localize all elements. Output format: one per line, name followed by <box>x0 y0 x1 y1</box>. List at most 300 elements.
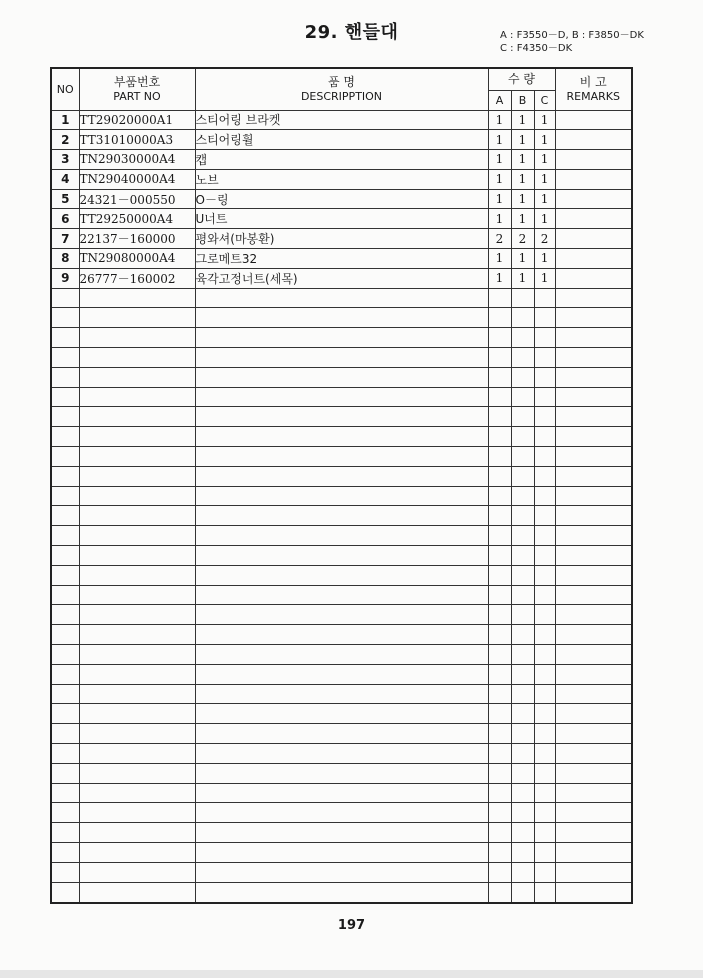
cell-description <box>195 704 488 724</box>
cell-qty-c <box>534 367 555 387</box>
cell-qty-c <box>534 328 555 348</box>
header-part-kor: 부품번호 <box>113 74 161 89</box>
cell-qty-a: 1 <box>488 249 511 269</box>
cell-qty-a <box>488 407 511 427</box>
cell-description <box>195 486 488 506</box>
table-row-empty <box>51 526 632 546</box>
cell-remarks <box>555 486 632 506</box>
table-row-empty <box>51 862 632 882</box>
cell-description <box>195 308 488 328</box>
cell-description <box>195 466 488 486</box>
cell-qty-c: 1 <box>534 150 555 170</box>
cell-remarks <box>555 209 632 229</box>
cell-qty-a <box>488 546 511 566</box>
cell-part-no <box>79 565 195 585</box>
cell-remarks <box>555 842 632 862</box>
cell-qty-a <box>488 684 511 704</box>
cell-part-no <box>79 427 195 447</box>
cell-qty-a <box>488 882 511 903</box>
table-row-empty <box>51 288 632 308</box>
cell-remarks <box>555 565 632 585</box>
cell-qty-a <box>488 506 511 526</box>
cell-remarks <box>555 249 632 269</box>
cell-qty-a: 1 <box>488 150 511 170</box>
model-legend <box>500 29 644 55</box>
cell-remarks <box>555 427 632 447</box>
header-qty-kor: 수 량 <box>508 71 535 86</box>
cell-no: 7 <box>51 229 79 249</box>
cell-remarks <box>555 803 632 823</box>
cell-part-no: 26777－160002 <box>79 268 195 288</box>
cell-qty-c <box>534 744 555 764</box>
cell-description <box>195 328 488 348</box>
cell-part-no <box>79 882 195 903</box>
table-row-empty <box>51 387 632 407</box>
cell-description <box>195 565 488 585</box>
cell-description: 스티어링휠 <box>195 130 488 150</box>
cell-description: 스티어링 브라켓 <box>195 110 488 130</box>
cell-qty-a <box>488 585 511 605</box>
cell-no <box>51 506 79 526</box>
cell-no <box>51 427 79 447</box>
cell-remarks <box>555 367 632 387</box>
cell-qty-b <box>511 645 534 665</box>
cell-description <box>195 526 488 546</box>
cell-qty-a <box>488 823 511 843</box>
cell-part-no <box>79 506 195 526</box>
cell-part-no: 22137－160000 <box>79 229 195 249</box>
cell-no <box>51 348 79 368</box>
cell-qty-c: 2 <box>534 229 555 249</box>
table-row-empty <box>51 447 632 467</box>
table-row-empty <box>51 348 632 368</box>
header-rem-eng: REMARKS <box>566 89 620 103</box>
cell-qty-c <box>534 427 555 447</box>
header-qty-a: A <box>488 90 511 110</box>
cell-qty-a <box>488 645 511 665</box>
cell-qty-c <box>534 466 555 486</box>
table-row <box>51 249 632 269</box>
cell-description <box>195 842 488 862</box>
header-quantity <box>488 68 555 90</box>
cell-remarks <box>555 506 632 526</box>
cell-no <box>51 605 79 625</box>
cell-part-no: TN29040000A4 <box>79 169 195 189</box>
header-part-eng: PART NO <box>113 89 161 103</box>
cell-qty-b: 1 <box>511 169 534 189</box>
cell-qty-b: 1 <box>511 130 534 150</box>
cell-qty-b <box>511 585 534 605</box>
cell-qty-b <box>511 783 534 803</box>
table-row <box>51 169 632 189</box>
table-row-empty <box>51 625 632 645</box>
cell-no <box>51 823 79 843</box>
cell-qty-b <box>511 407 534 427</box>
cell-description <box>195 585 488 605</box>
table-row <box>51 130 632 150</box>
cell-qty-a <box>488 803 511 823</box>
cell-part-no <box>79 605 195 625</box>
header-rem-kor: 비 고 <box>579 74 607 89</box>
cell-part-no <box>79 862 195 882</box>
cell-remarks <box>555 169 632 189</box>
cell-description <box>195 724 488 744</box>
table-row-empty <box>51 605 632 625</box>
cell-no: 9 <box>51 268 79 288</box>
cell-no <box>51 625 79 645</box>
cell-description: 노브 <box>195 169 488 189</box>
cell-no <box>51 546 79 566</box>
cell-remarks <box>555 466 632 486</box>
cell-no <box>51 862 79 882</box>
scan-edge <box>0 970 703 978</box>
cell-no <box>51 664 79 684</box>
cell-qty-b <box>511 704 534 724</box>
cell-qty-b <box>511 724 534 744</box>
cell-qty-b <box>511 308 534 328</box>
cell-remarks <box>555 387 632 407</box>
cell-remarks <box>555 526 632 546</box>
cell-no: 3 <box>51 150 79 170</box>
cell-no <box>51 724 79 744</box>
cell-description <box>195 546 488 566</box>
cell-qty-b <box>511 506 534 526</box>
cell-qty-a <box>488 288 511 308</box>
cell-qty-b: 1 <box>511 110 534 130</box>
cell-no <box>51 526 79 546</box>
cell-qty-c: 1 <box>534 189 555 209</box>
cell-qty-b <box>511 367 534 387</box>
cell-qty-b <box>511 823 534 843</box>
cell-qty-c <box>534 803 555 823</box>
cell-remarks <box>555 704 632 724</box>
cell-qty-c: 1 <box>534 110 555 130</box>
cell-no <box>51 486 79 506</box>
cell-qty-c <box>534 486 555 506</box>
parts-table-body <box>51 110 632 903</box>
cell-qty-c <box>534 387 555 407</box>
page-number: 197 <box>337 918 366 933</box>
cell-qty-c <box>534 625 555 645</box>
table-row-empty <box>51 308 632 328</box>
cell-no <box>51 407 79 427</box>
cell-qty-c <box>534 704 555 724</box>
cell-description <box>195 763 488 783</box>
cell-description <box>195 664 488 684</box>
header-description <box>195 68 488 110</box>
table-row-empty <box>51 466 632 486</box>
cell-qty-a <box>488 308 511 328</box>
cell-qty-a <box>488 387 511 407</box>
cell-no <box>51 645 79 665</box>
cell-qty-a: 1 <box>488 110 511 130</box>
cell-description <box>195 823 488 843</box>
cell-qty-b <box>511 625 534 645</box>
cell-part-no: TT29020000A1 <box>79 110 195 130</box>
cell-qty-a: 1 <box>488 130 511 150</box>
cell-qty-a <box>488 842 511 862</box>
cell-qty-b <box>511 526 534 546</box>
cell-part-no <box>79 526 195 546</box>
cell-description: 평와셔(마봉환) <box>195 229 488 249</box>
cell-qty-b: 1 <box>511 209 534 229</box>
cell-description: 그로메트32 <box>195 249 488 269</box>
cell-qty-a <box>488 466 511 486</box>
cell-no <box>51 565 79 585</box>
cell-no <box>51 585 79 605</box>
cell-part-no <box>79 645 195 665</box>
table-row <box>51 189 632 209</box>
cell-part-no <box>79 704 195 724</box>
cell-remarks <box>555 763 632 783</box>
cell-part-no <box>79 387 195 407</box>
cell-qty-b <box>511 427 534 447</box>
cell-part-no: TN29030000A4 <box>79 150 195 170</box>
cell-qty-a: 1 <box>488 268 511 288</box>
cell-no: 6 <box>51 209 79 229</box>
cell-qty-c <box>534 348 555 368</box>
table-row-empty <box>51 763 632 783</box>
cell-part-no <box>79 803 195 823</box>
cell-qty-c: 1 <box>534 249 555 269</box>
cell-qty-c <box>534 506 555 526</box>
cell-qty-a <box>488 664 511 684</box>
cell-no: 1 <box>51 110 79 130</box>
table-row-empty <box>51 546 632 566</box>
cell-no <box>51 783 79 803</box>
table-row-empty <box>51 744 632 764</box>
cell-no <box>51 842 79 862</box>
cell-remarks <box>555 288 632 308</box>
cell-part-no <box>79 585 195 605</box>
cell-qty-b <box>511 744 534 764</box>
cell-no <box>51 288 79 308</box>
cell-qty-a <box>488 744 511 764</box>
table-row-empty <box>51 882 632 903</box>
cell-no <box>51 882 79 903</box>
cell-qty-a <box>488 605 511 625</box>
cell-description <box>195 447 488 467</box>
table-row-empty <box>51 506 632 526</box>
header-qty-c: C <box>534 90 555 110</box>
table-row-empty <box>51 842 632 862</box>
cell-part-no <box>79 783 195 803</box>
cell-qty-c <box>534 288 555 308</box>
cell-part-no <box>79 348 195 368</box>
model-line-c: C : F4350－DK <box>500 43 573 54</box>
cell-qty-a <box>488 565 511 585</box>
cell-qty-c: 1 <box>534 169 555 189</box>
cell-description <box>195 605 488 625</box>
cell-description <box>195 348 488 368</box>
table-row-empty <box>51 664 632 684</box>
cell-qty-a: 1 <box>488 169 511 189</box>
cell-no <box>51 308 79 328</box>
cell-qty-c <box>534 664 555 684</box>
cell-remarks <box>555 407 632 427</box>
cell-no <box>51 744 79 764</box>
cell-part-no <box>79 288 195 308</box>
cell-remarks <box>555 724 632 744</box>
cell-part-no <box>79 744 195 764</box>
cell-part-no <box>79 763 195 783</box>
cell-description <box>195 862 488 882</box>
cell-remarks <box>555 110 632 130</box>
cell-part-no <box>79 328 195 348</box>
cell-qty-a <box>488 367 511 387</box>
cell-description: 육각고정너트(세목) <box>195 268 488 288</box>
cell-qty-a <box>488 704 511 724</box>
cell-qty-b <box>511 328 534 348</box>
cell-description <box>195 427 488 447</box>
cell-qty-b: 1 <box>511 268 534 288</box>
cell-description <box>195 803 488 823</box>
cell-remarks <box>555 783 632 803</box>
cell-qty-a <box>488 862 511 882</box>
cell-no: 4 <box>51 169 79 189</box>
table-row-empty <box>51 486 632 506</box>
cell-qty-b <box>511 862 534 882</box>
table-row <box>51 209 632 229</box>
cell-part-no <box>79 407 195 427</box>
cell-qty-b <box>511 664 534 684</box>
cell-remarks <box>555 229 632 249</box>
cell-remarks <box>555 882 632 903</box>
table-row-empty <box>51 565 632 585</box>
cell-qty-a <box>488 763 511 783</box>
table-row-empty <box>51 783 632 803</box>
cell-no: 2 <box>51 130 79 150</box>
cell-description <box>195 744 488 764</box>
cell-qty-b <box>511 546 534 566</box>
cell-qty-b <box>511 348 534 368</box>
table-row-empty <box>51 645 632 665</box>
cell-part-no <box>79 823 195 843</box>
cell-qty-b <box>511 842 534 862</box>
cell-qty-c <box>534 585 555 605</box>
cell-qty-a <box>488 625 511 645</box>
cell-qty-c <box>534 823 555 843</box>
cell-description: 캡 <box>195 150 488 170</box>
cell-qty-c: 1 <box>534 209 555 229</box>
cell-no <box>51 684 79 704</box>
cell-part-no: TN29080000A4 <box>79 249 195 269</box>
cell-qty-b <box>511 288 534 308</box>
cell-part-no <box>79 367 195 387</box>
cell-remarks <box>555 328 632 348</box>
cell-remarks <box>555 447 632 467</box>
cell-qty-c: 1 <box>534 268 555 288</box>
cell-description <box>195 645 488 665</box>
cell-qty-a: 1 <box>488 189 511 209</box>
cell-description <box>195 506 488 526</box>
table-row <box>51 268 632 288</box>
table-row-empty <box>51 427 632 447</box>
table-row-empty <box>51 367 632 387</box>
cell-qty-c <box>534 763 555 783</box>
cell-description <box>195 783 488 803</box>
table-row-empty <box>51 803 632 823</box>
cell-part-no <box>79 724 195 744</box>
cell-qty-c <box>534 407 555 427</box>
cell-qty-c <box>534 447 555 467</box>
cell-remarks <box>555 605 632 625</box>
cell-qty-b: 1 <box>511 150 534 170</box>
cell-qty-c <box>534 783 555 803</box>
header-qty-b: B <box>511 90 534 110</box>
cell-qty-c <box>534 684 555 704</box>
cell-qty-b <box>511 763 534 783</box>
cell-no <box>51 328 79 348</box>
cell-remarks <box>555 823 632 843</box>
table-row <box>51 110 632 130</box>
cell-description <box>195 407 488 427</box>
cell-qty-a <box>488 348 511 368</box>
table-row-empty <box>51 704 632 724</box>
cell-remarks <box>555 684 632 704</box>
cell-qty-b: 2 <box>511 229 534 249</box>
header-part-no <box>79 68 195 110</box>
cell-part-no <box>79 308 195 328</box>
cell-description <box>195 387 488 407</box>
cell-qty-a <box>488 427 511 447</box>
cell-remarks <box>555 189 632 209</box>
cell-qty-b: 1 <box>511 249 534 269</box>
cell-no <box>51 387 79 407</box>
cell-remarks <box>555 130 632 150</box>
cell-no: 5 <box>51 189 79 209</box>
cell-remarks <box>555 744 632 764</box>
cell-qty-c <box>534 565 555 585</box>
cell-qty-a: 2 <box>488 229 511 249</box>
cell-description: U너트 <box>195 209 488 229</box>
cell-qty-b <box>511 387 534 407</box>
table-row <box>51 229 632 249</box>
cell-qty-c <box>534 842 555 862</box>
cell-description <box>195 882 488 903</box>
table-row-empty <box>51 823 632 843</box>
cell-qty-a: 1 <box>488 209 511 229</box>
table-row-empty <box>51 724 632 744</box>
cell-qty-c <box>534 862 555 882</box>
cell-remarks <box>555 546 632 566</box>
cell-no <box>51 704 79 724</box>
cell-qty-c <box>534 308 555 328</box>
cell-qty-a <box>488 724 511 744</box>
header-remarks <box>555 68 632 110</box>
cell-part-no <box>79 447 195 467</box>
header-desc-eng: DESCRIPPTION <box>300 89 383 103</box>
header-desc-kor: 품 명 <box>328 74 355 89</box>
cell-part-no <box>79 486 195 506</box>
cell-part-no <box>79 664 195 684</box>
cell-description <box>195 684 488 704</box>
cell-remarks <box>555 862 632 882</box>
cell-qty-c <box>534 605 555 625</box>
cell-qty-c <box>534 546 555 566</box>
cell-qty-a <box>488 486 511 506</box>
cell-qty-b <box>511 605 534 625</box>
cell-no <box>51 466 79 486</box>
table-row-empty <box>51 407 632 427</box>
cell-part-no: TT31010000A3 <box>79 130 195 150</box>
table-row-empty <box>51 328 632 348</box>
cell-no <box>51 367 79 387</box>
table-row-empty <box>51 684 632 704</box>
cell-remarks <box>555 664 632 684</box>
cell-qty-a <box>488 783 511 803</box>
cell-remarks <box>555 348 632 368</box>
